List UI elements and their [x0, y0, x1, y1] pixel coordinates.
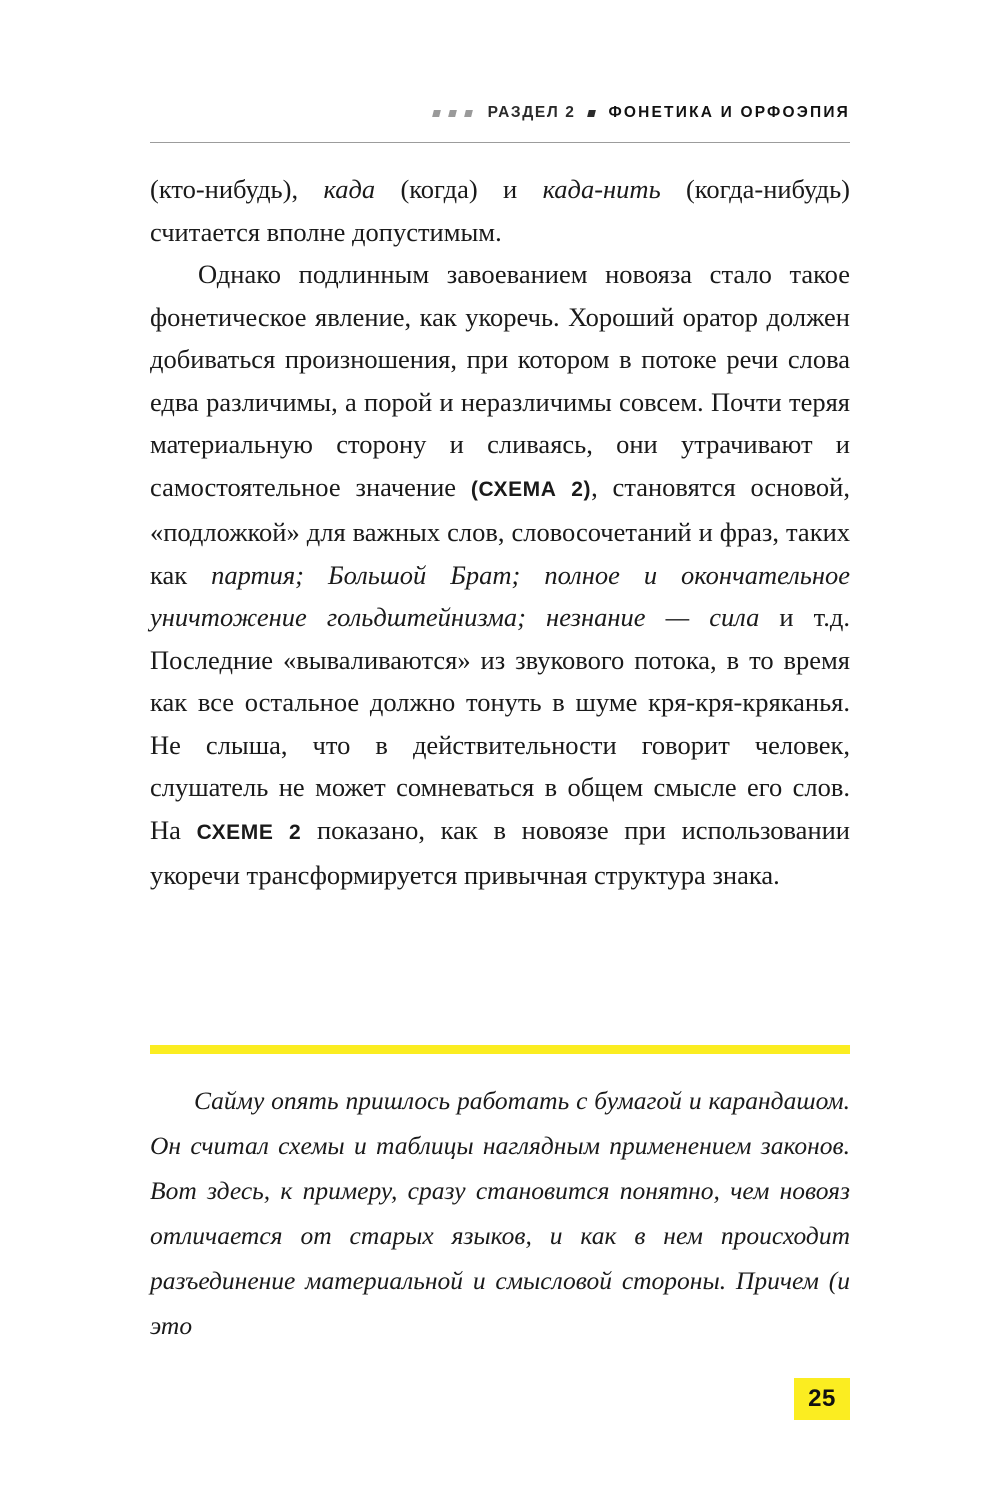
paragraph-1 [150, 168, 850, 253]
header-separator-icon [588, 110, 597, 117]
header-dots-icon [433, 110, 472, 117]
para2-text-4: показано, как в новоязе при использовании укоречи трансформируется привычная структура знака. [150, 814, 850, 890]
header-section-name: ФОНЕТИКА И ОРФОЭПИЯ [608, 104, 850, 121]
paragraph-2 [150, 253, 850, 897]
header-rule [150, 142, 850, 143]
para2-italic-1: партия; Большой Брат; полное и окончательное уничтожение гольдштейнизма; незнание — сила [150, 559, 850, 632]
para1-italic-2: када-нить [542, 174, 661, 204]
header-section-label: РАЗДЕЛ 2 [487, 104, 576, 121]
para2-text-1: Однако подлинным завоеванием новояза стало такое фонетическое явление, как укоречь. Хороший оратор должен добиваться произношения, при котором в потоке речи слова едва различимы, а порой и неразличимы совсем. Почти теряя материальную сторону и сливаясь, они утрачивают и самостоятельное значение [150, 259, 850, 502]
para1-text-1: (кто-нибудь), [150, 174, 324, 204]
narrative-paragraph: Сайму опять пришлось работать с бумагой и карандашом. Он считал схемы и таблицы наглядным применением законов. Вот здесь, к примеру, сразу становится понятно, чем новояз отличается от старых языков, и как в нем происходит разъединение материальной и смысловой стороны. Причем (и это [150, 1086, 850, 1340]
para2-text-2: , становятся основой, «подложкой» для важных слов, словосочетаний и фраз, таких как [150, 471, 850, 590]
narrative-block [150, 1078, 850, 1348]
para2-ref-scheme-1: (СХЕМА 2) [470, 477, 592, 501]
para1-italic-1: када [323, 174, 376, 204]
para1-text-2: (когда) и [375, 174, 543, 204]
body-text [150, 168, 850, 897]
para2-text-3: и т.д. Последние «вываливаются» из звукового потока, в то время как все остальное должно тонуть в шуме кря-кря-кряканья. Не слыша, что в действительности говорит человек, слушатель не может сомневаться в общем смысле его слов. На [150, 602, 850, 845]
para1-text-3: (когда-нибудь) считается вполне допустимым. [150, 174, 851, 247]
running-header [150, 100, 850, 126]
page-number-badge [794, 1378, 850, 1420]
para2-ref-scheme-2: СХЕМЕ 2 [196, 820, 302, 844]
yellow-divider [150, 1045, 850, 1054]
page-number: 25 [808, 1385, 836, 1412]
